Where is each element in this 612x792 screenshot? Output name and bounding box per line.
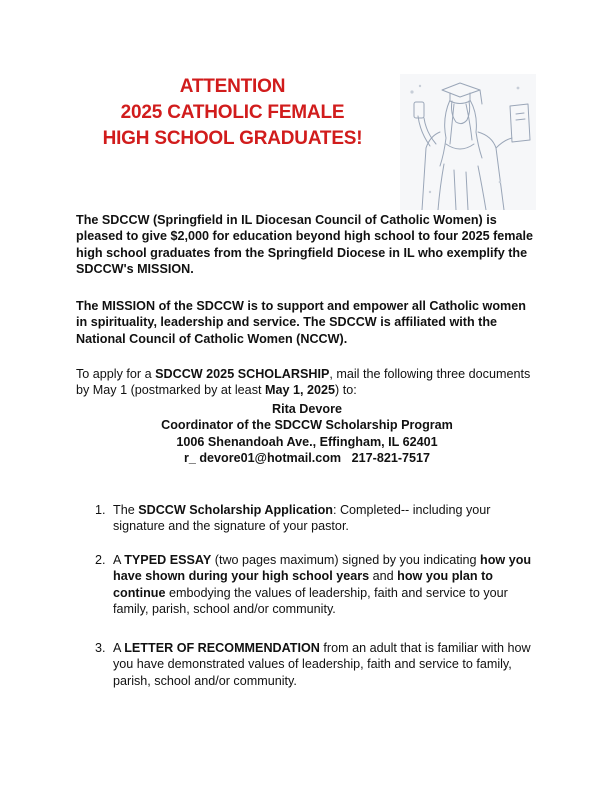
item-bold: SDCCW Scholarship Application (138, 503, 333, 517)
item-text: The (113, 503, 139, 517)
item-bold: TYPED ESSAY (124, 553, 212, 567)
scholarship-name: SDCCW 2025 SCHOLARSHIP (155, 367, 330, 381)
item-text: A (113, 553, 125, 567)
list-number: 3. (95, 641, 106, 655)
mission-paragraph: The MISSION of the SDCCW is to support and empower all Catholic women in spirituality, leadership and service. The SDCCW is affiliated with the National Council of Catholic Women (NCCW). (76, 299, 526, 346)
item-text: (two pages maximum) signed by you indicating (211, 553, 481, 567)
apply-text-2: , mail the following three documents by May 1 (postmarked by at least (76, 367, 531, 398)
list-number: 1. (95, 503, 106, 517)
item-text: : Completed-- including your signature and the signature of your pastor. (113, 503, 491, 534)
contact-role: Coordinator of the SDCCW Scholarship Program (161, 418, 453, 433)
graduate-with-phone-and-diploma-icon (400, 74, 536, 210)
graduate-illustration (400, 74, 536, 210)
apply-text-3: ) to: (335, 383, 357, 398)
item-bold: how you plan to continue (113, 569, 493, 600)
contact-email-phone: r_ devore01@hotmail.com 217-821-7517 (183, 451, 431, 466)
item-text: and (369, 569, 398, 584)
contact-street-address: 1006 Shenandoah Ave., Effingham, IL 62401 (176, 434, 438, 449)
item-bold: how you have shown during your high school years (113, 553, 532, 584)
intro-paragraph: The SDCCW (Springfield in IL Diocesan Council of Catholic Women) is pleased to give $2,000 for education beyond high school to four 2025 female high school graduates from the Springfield Diocese in IL who exemplify the SDCCW's MISSION. (76, 213, 533, 277)
title-line-3: HIGH SCHOOL GRADUATES! (102, 128, 363, 149)
flyer-title (60, 74, 405, 152)
apply-paragraph (76, 366, 538, 399)
requirement-item-essay (76, 552, 538, 618)
item-text: from an adult that is familiar with how you have demonstrated values of leadership, faith and service to family, parish, school and/or community. (113, 641, 531, 688)
deadline-date: May 1, 2025 (265, 383, 336, 398)
apply-text-1: To apply for a (76, 367, 156, 381)
title-line-1: ATTENTION (179, 76, 286, 97)
item-bold: LETTER OF RECOMMENDATION (124, 641, 320, 655)
item-text: A (113, 641, 125, 655)
requirement-item-application (76, 502, 538, 535)
mailing-address (76, 401, 538, 467)
contact-name: Rita Devore (272, 402, 342, 416)
title-line-2: 2025 CATHOLIC FEMALE (120, 102, 345, 123)
item-text: embodying the values of leadership, faith and service to your family, parish, school and/or community. (113, 585, 508, 617)
list-number: 2. (95, 553, 106, 567)
requirement-item-recommendation (76, 640, 538, 689)
